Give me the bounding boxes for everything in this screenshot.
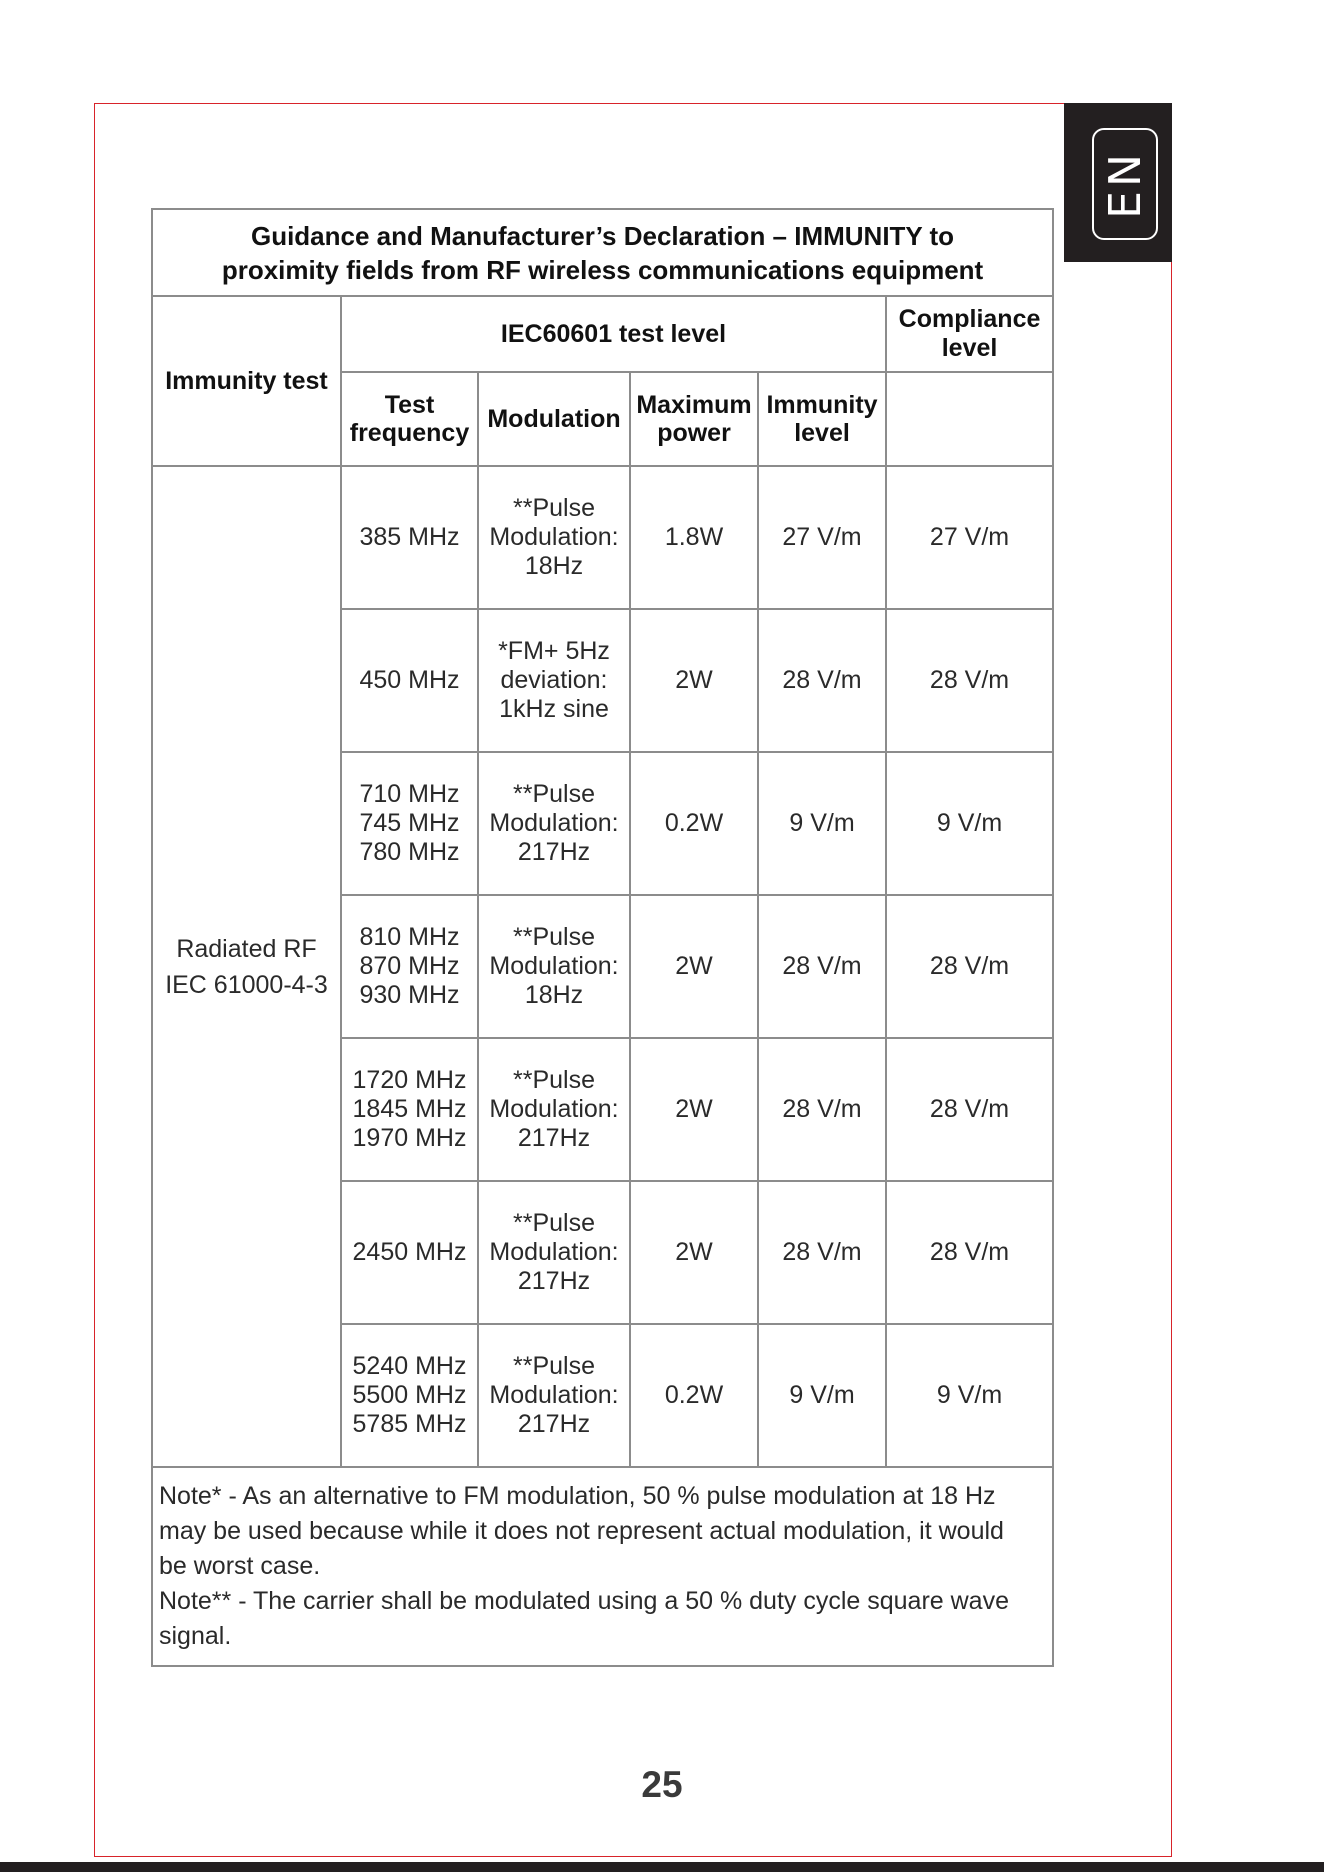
test-frequency-cell-line: 930 MHz xyxy=(359,981,460,1009)
modulation-cell-line: Modulation: xyxy=(489,1238,619,1266)
test-frequency-cell-line: 1845 MHz xyxy=(352,1095,467,1123)
modulation-cell xyxy=(478,1181,630,1324)
modulation-cell-line: Modulation: xyxy=(489,952,619,980)
header-test-frequency: Test frequency xyxy=(341,372,478,466)
immunity-level-cell: 9 V/m xyxy=(758,1324,886,1467)
test-frequency-cell xyxy=(341,895,478,1038)
immunity-level-cell: 28 V/m xyxy=(758,1038,886,1181)
table-row xyxy=(152,466,1053,609)
note-line: may be used because while it does not represent actual modulation, it would xyxy=(159,1517,1004,1545)
immunity-level-cell: 28 V/m xyxy=(758,1181,886,1324)
table-title-row xyxy=(152,209,1053,296)
max-power-cell: 2W xyxy=(630,1038,758,1181)
modulation-cell-line: **Pulse xyxy=(513,1209,595,1237)
compliance-level-cell: 28 V/m xyxy=(886,609,1053,752)
modulation-cell-line: 18Hz xyxy=(524,552,584,580)
test-frequency-cell xyxy=(341,752,478,895)
max-power-cell: 0.2W xyxy=(630,752,758,895)
header-iec-test-level: IEC60601 test level xyxy=(341,296,886,372)
test-frequency-cell-line: 385 MHz xyxy=(359,523,460,551)
test-frequency-cell-line: 5500 MHz xyxy=(352,1381,467,1409)
compliance-level-cell: 9 V/m xyxy=(886,752,1053,895)
max-power-cell: 2W xyxy=(630,895,758,1038)
page-number: 25 xyxy=(641,1764,683,1805)
header-compliance-empty xyxy=(886,372,1053,466)
header-modulation: Modulation xyxy=(478,372,630,466)
language-badge xyxy=(1092,128,1158,240)
immunity-table xyxy=(151,208,1054,1667)
test-frequency-cell xyxy=(341,466,478,609)
immunity-level-cell: 28 V/m xyxy=(758,609,886,752)
test-frequency-cell-line: 450 MHz xyxy=(359,666,460,694)
max-power-cell: 1.8W xyxy=(630,466,758,609)
immunity-level-cell: 27 V/m xyxy=(758,466,886,609)
modulation-cell-line: **Pulse xyxy=(513,494,595,522)
modulation-cell xyxy=(478,466,630,609)
modulation-cell-line: *FM+ 5Hz xyxy=(498,637,610,665)
immunity-level-cell: 9 V/m xyxy=(758,752,886,895)
table-title xyxy=(152,209,1053,296)
header-row-1 xyxy=(152,296,1053,372)
compliance-level-cell: 9 V/m xyxy=(886,1324,1053,1467)
table-title-line-1: Guidance and Manufacturer’s Declaration – IMMUNITY to xyxy=(250,220,955,251)
modulation-cell-line: **Pulse xyxy=(513,780,595,808)
compliance-level-cell: 28 V/m xyxy=(886,895,1053,1038)
modulation-cell xyxy=(478,1038,630,1181)
modulation-cell-line: Modulation: xyxy=(489,523,619,551)
modulation-cell-line: Modulation: xyxy=(489,1095,619,1123)
test-frequency-cell-line: 2450 MHz xyxy=(352,1238,467,1266)
table-title-line-2: proximity fields from RF wireless communications equipment xyxy=(221,254,984,285)
modulation-cell-line: **Pulse xyxy=(513,1066,595,1094)
modulation-cell xyxy=(478,609,630,752)
notes-cell xyxy=(152,1467,1053,1666)
modulation-cell-line: **Pulse xyxy=(513,923,595,951)
test-frequency-cell xyxy=(341,1181,478,1324)
compliance-level-cell: 27 V/m xyxy=(886,466,1053,609)
immunity-test-value-line-1: Radiated RF xyxy=(176,934,317,963)
note-line: be worst case. xyxy=(159,1552,321,1580)
modulation-cell xyxy=(478,895,630,1038)
test-frequency-cell-line: 745 MHz xyxy=(359,809,460,837)
modulation-cell-line: 217Hz xyxy=(517,1267,591,1295)
notes-row xyxy=(152,1467,1053,1666)
header-compliance-level: Compliance level xyxy=(886,296,1053,372)
modulation-cell-line: 217Hz xyxy=(517,1410,591,1438)
test-frequency-cell-line: 5240 MHz xyxy=(352,1352,467,1380)
modulation-cell xyxy=(478,752,630,895)
max-power-cell: 2W xyxy=(630,1181,758,1324)
test-frequency-cell-line: 780 MHz xyxy=(359,838,460,866)
note-line: signal. xyxy=(159,1622,232,1650)
modulation-cell-line: 217Hz xyxy=(517,1124,591,1152)
test-frequency-cell xyxy=(341,1324,478,1467)
test-frequency-cell-line: 810 MHz xyxy=(359,923,460,951)
max-power-cell: 2W xyxy=(630,609,758,752)
modulation-cell xyxy=(478,1324,630,1467)
compliance-level-cell: 28 V/m xyxy=(886,1181,1053,1324)
language-label: EN xyxy=(1099,149,1151,219)
modulation-cell-line: 18Hz xyxy=(524,981,584,1009)
modulation-cell-line: **Pulse xyxy=(513,1352,595,1380)
compliance-level-cell: 28 V/m xyxy=(886,1038,1053,1181)
immunity-level-cell: 28 V/m xyxy=(758,895,886,1038)
bottom-rule xyxy=(0,1862,1324,1872)
test-frequency-cell xyxy=(341,609,478,752)
modulation-cell-line: Modulation: xyxy=(489,1381,619,1409)
modulation-cell-line: 217Hz xyxy=(517,838,591,866)
test-frequency-cell xyxy=(341,1038,478,1181)
test-frequency-cell-line: 5785 MHz xyxy=(352,1410,467,1438)
modulation-cell-line: Modulation: xyxy=(489,809,619,837)
header-immunity-test: Immunity test xyxy=(152,296,341,466)
test-frequency-cell-line: 710 MHz xyxy=(359,780,460,808)
note-line: Note** - The carrier shall be modulated using a 50 % duty cycle square wave xyxy=(159,1587,1009,1615)
note-line: Note* - As an alternative to FM modulation, 50 % pulse modulation at 18 Hz xyxy=(159,1482,996,1510)
test-frequency-cell-line: 1970 MHz xyxy=(352,1124,467,1152)
modulation-cell-line: 1kHz sine xyxy=(499,695,609,723)
max-power-cell: 0.2W xyxy=(630,1324,758,1467)
modulation-cell-line: deviation: xyxy=(500,666,608,694)
immunity-test-value-line-2: IEC 61000-4-3 xyxy=(165,970,328,999)
test-frequency-cell-line: 870 MHz xyxy=(359,952,460,980)
header-maximum-power: Maximum power xyxy=(630,372,758,466)
immunity-test-value xyxy=(152,466,341,1467)
test-frequency-cell-line: 1720 MHz xyxy=(352,1066,467,1094)
header-immunity-level: Immunity level xyxy=(758,372,886,466)
